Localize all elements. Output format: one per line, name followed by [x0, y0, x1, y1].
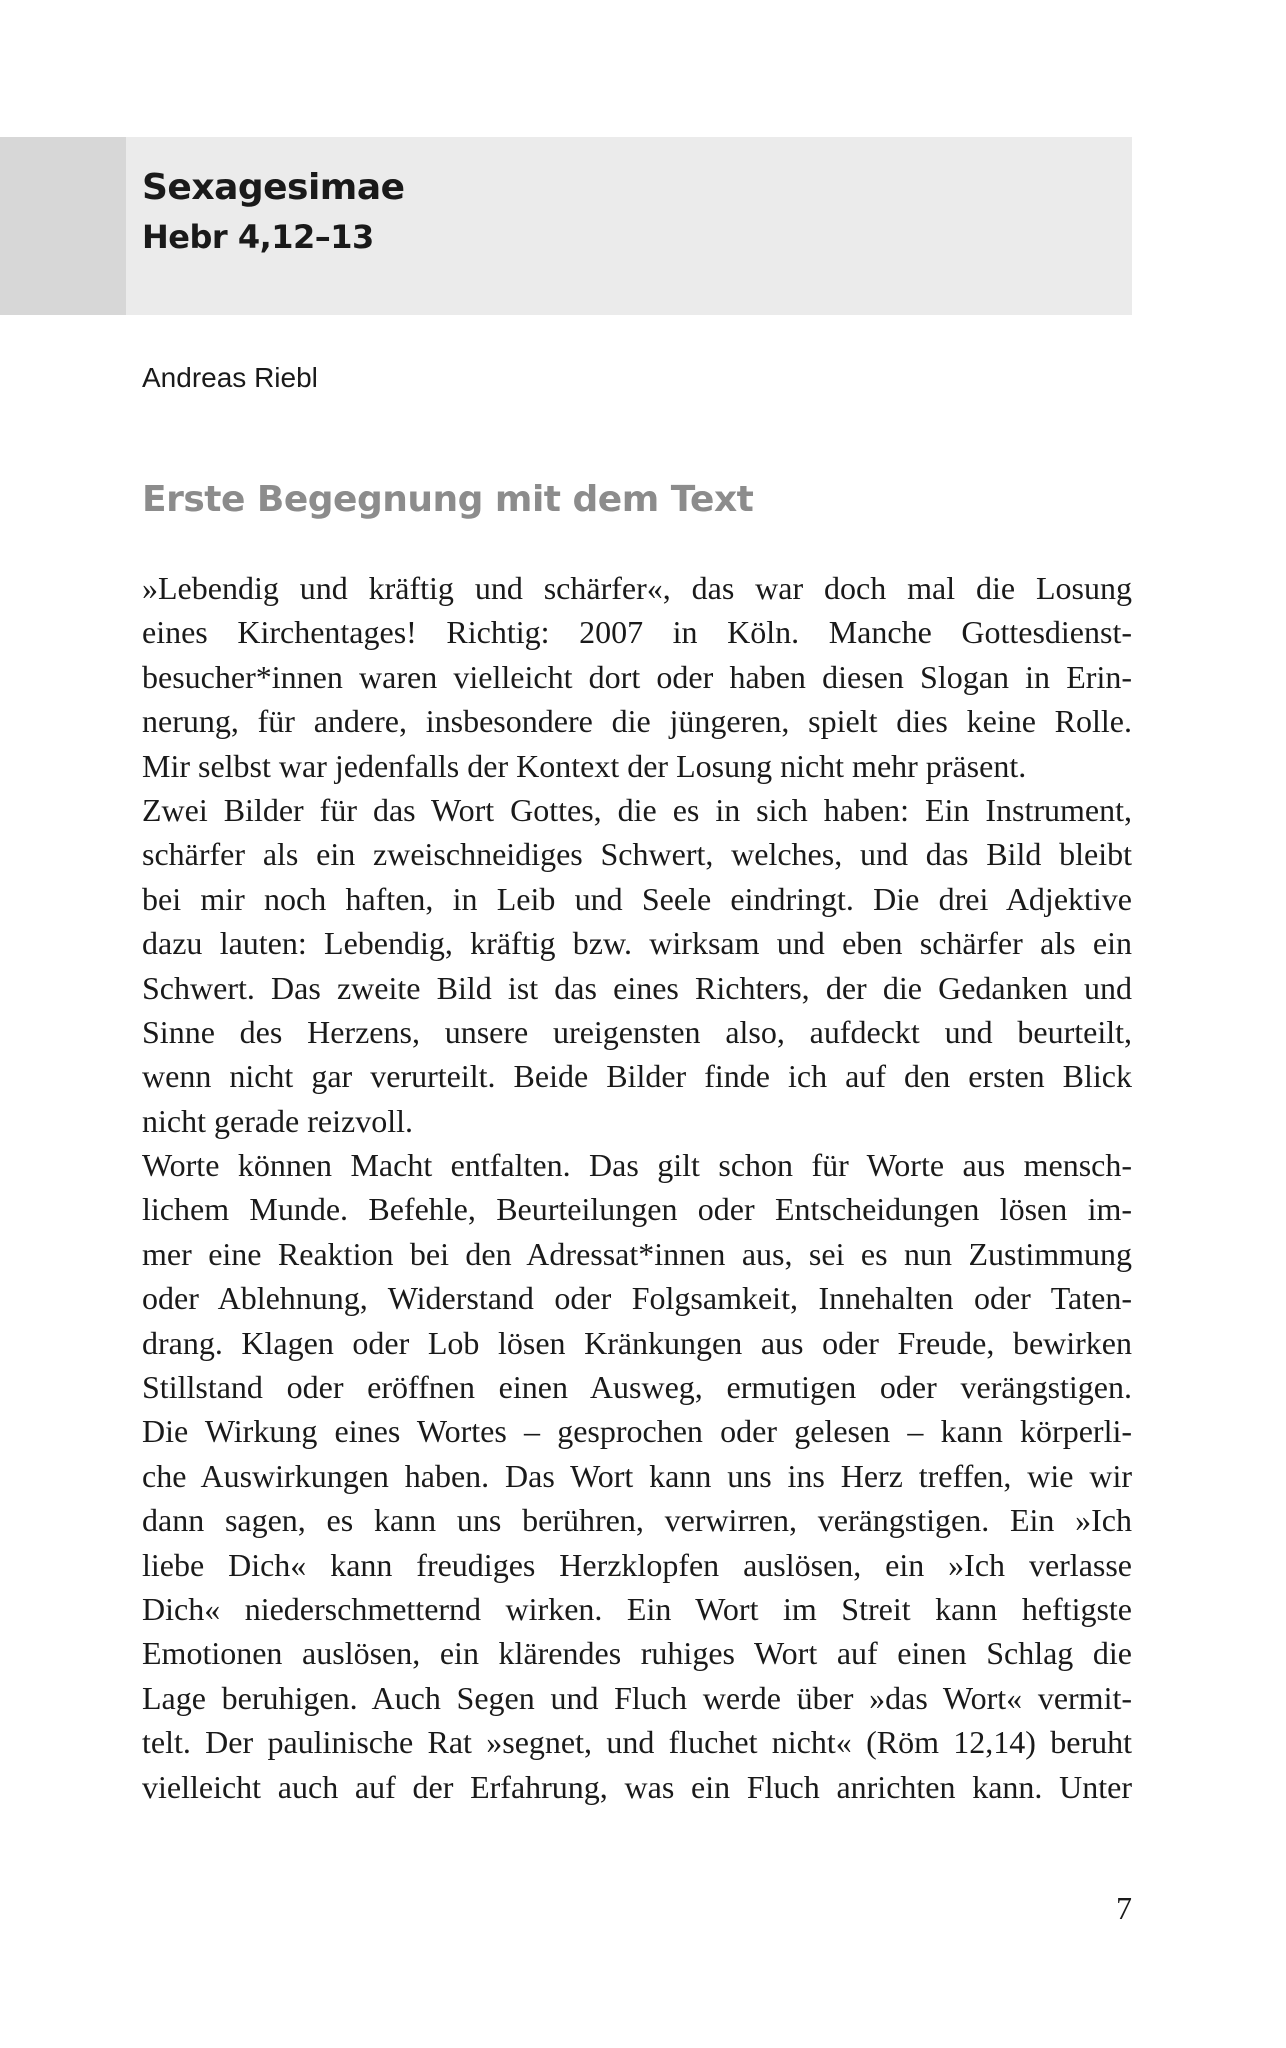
- text-line: dann sagen, es kann uns berühren, verwirren, verängstigen. Ein »Ich: [142, 1502, 1132, 1539]
- sermon-title: Sexagesimae: [142, 167, 405, 208]
- text-line: nerung, für andere, insbesondere die jüngeren, spielt dies keine Rolle.: [142, 703, 1132, 740]
- text-line: mer eine Reaktion bei den Adressat*innen aus, sei es nun Zustimmung: [142, 1235, 1132, 1272]
- text-line: Worte können Macht entfalten. Das gilt schon für Worte aus mensch-: [142, 1147, 1132, 1184]
- text-line: eines Kirchentages! Richtig: 2007 in Köln. Manche Gottesdienst-: [142, 614, 1132, 651]
- text-line: Emotionen auslösen, ein klärendes ruhiges Wort auf einen Schlag die: [142, 1635, 1132, 1672]
- page-number: 7: [1116, 1890, 1132, 1926]
- text-line: besucher*innen waren vielleicht dort oder haben diesen Slogan in Erin-: [142, 658, 1132, 695]
- text-line: Schwert. Das zweite Bild ist das eines Richters, der die Gedanken und: [142, 969, 1132, 1006]
- text-line: wenn nicht gar verurteilt. Beide Bilder finde ich auf den ersten Blick: [142, 1058, 1132, 1095]
- text-line: Dich« niederschmetternd wirken. Ein Wort im Streit kann heftigste: [142, 1590, 1132, 1627]
- text-line: liebe Dich« kann freudiges Herzklopfen auslösen, ein »Ich verlasse: [142, 1546, 1132, 1583]
- text-line: oder Ablehnung, Widerstand oder Folgsamkeit, Innehalten oder Taten-: [142, 1280, 1132, 1317]
- text-line: Sinne des Herzens, unsere ureigensten also, aufdeckt und beurteilt,: [142, 1013, 1132, 1050]
- header-accent-block: [0, 137, 126, 315]
- text-line: Zwei Bilder für das Wort Gottes, die es in sich haben: Ein Instrument,: [142, 791, 1132, 828]
- text-line: drang. Klagen oder Lob lösen Kränkungen aus oder Freude, bewirken: [142, 1324, 1132, 1361]
- text-line: telt. Der paulinische Rat »segnet, und fluchet nicht« (Röm 12,14) beruht: [142, 1724, 1132, 1761]
- text-line: Stillstand oder eröffnen einen Ausweg, ermutigen oder verängstigen.: [142, 1369, 1132, 1406]
- text-line: Die Wirkung eines Wortes – gesprochen oder gelesen – kann körperli-: [142, 1413, 1132, 1450]
- bible-reference: Hebr 4,12–13: [142, 218, 374, 256]
- text-line: che Auswirkungen haben. Das Wort kann uns ins Herz treffen, wie wir: [142, 1457, 1132, 1494]
- text-line: Mir selbst war jedenfalls der Kontext der Losung nicht mehr präsent.: [142, 747, 1027, 784]
- text-line: bei mir noch haften, in Leib und Seele eindringt. Die drei Adjektive: [142, 880, 1132, 917]
- text-line: dazu lauten: Lebendig, kräftig bzw. wirksam und eben schärfer als ein: [142, 925, 1132, 962]
- text-line: vielleicht auch auf der Erfahrung, was ein Fluch anrichten kann. Unter: [142, 1768, 1132, 1805]
- text-line: lichem Munde. Befehle, Beurteilungen oder Entscheidungen lösen im-: [142, 1191, 1132, 1228]
- text-line: »Lebendig und kräftig und schärfer«, das war doch mal die Losung: [142, 570, 1132, 606]
- author-name: Andreas Riebl: [142, 362, 318, 393]
- text-line: nicht gerade reizvoll.: [142, 1102, 413, 1139]
- body-text: [142, 566, 1132, 1809]
- text-line: schärfer als ein zweischneidiges Schwert, welches, und das Bild bleibt: [142, 836, 1132, 873]
- section-heading: Erste Begegnung mit dem Text: [142, 479, 754, 520]
- text-line: Lage beruhigen. Auch Segen und Fluch werde über »das Wort« vermit-: [142, 1679, 1132, 1716]
